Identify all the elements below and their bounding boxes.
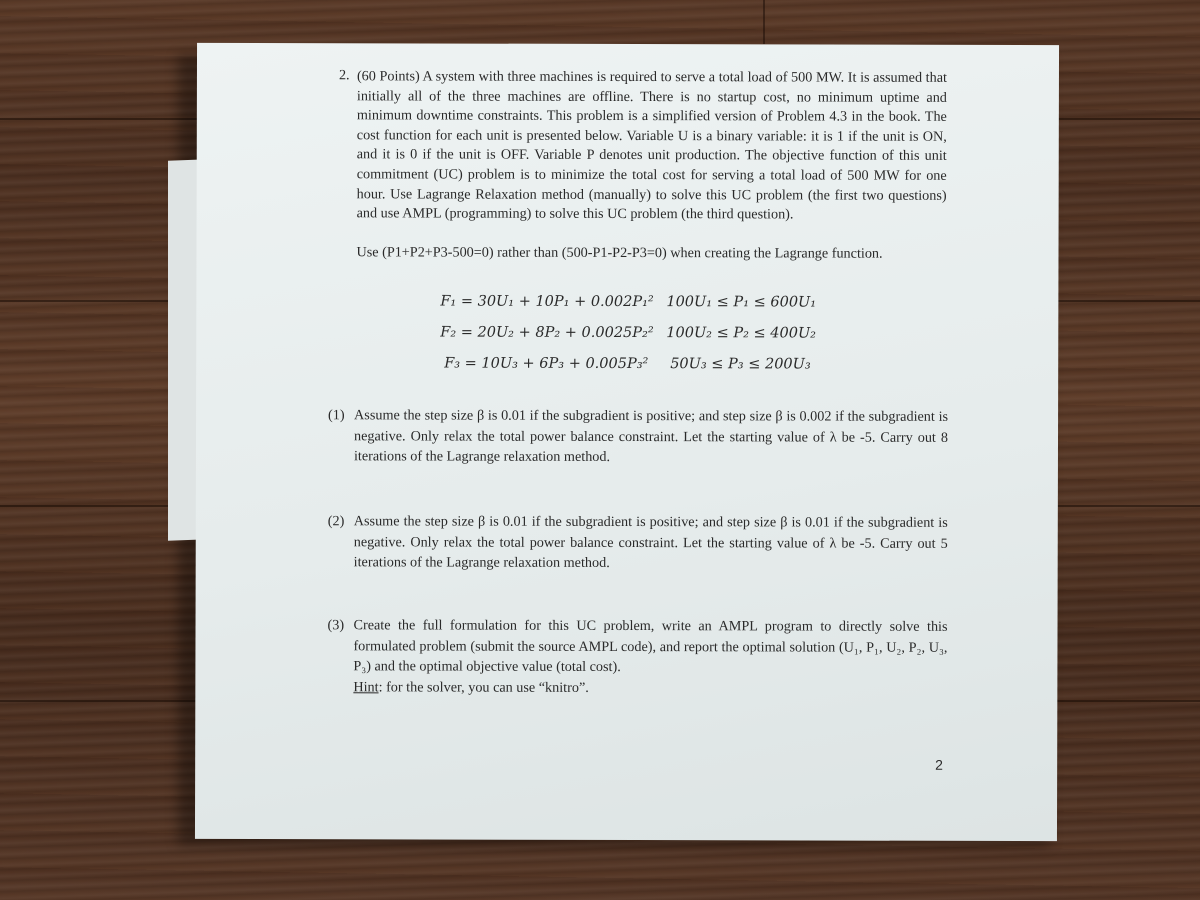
- table-board-vseam: [763, 0, 765, 44]
- limit-constraint-3: 50U₃ ≤ P₃ ≤ 200U₃: [670, 356, 811, 373]
- question-3: [327, 615, 947, 699]
- question-2-text: Assume the step size β is 0.01 if the subgradient is positive; and step size β is 0.01 if the subgradient is negative. Only relax the total power balance constraint. Let the starting value of λ be -5. Carry out 5 iterations of the Lagrange relaxation method.: [353, 513, 948, 571]
- limit-constraint-2: 100U₂ ≤ P₂ ≤ 400U₂: [666, 325, 817, 342]
- problem-number: 2.: [338, 67, 350, 84]
- cost-function-2: F₂ = 20U₂ + 8P₂ + 0.0025P₂²: [440, 324, 654, 342]
- question-2: [328, 511, 948, 574]
- hint-label: Hint: [353, 678, 379, 695]
- question-3-text: Create the full formulation for this UC problem, write an AMPL program to directly solve this formulated problem (submit the source AMPL code), and report the optimal solution (U₁, P₁, U₂, P₂, U₃, P₃) and the optimal objective value (total cost).: [353, 617, 948, 675]
- cost-function-3: F₃ = 10U₃ + 6P₃ + 0.005P₃²: [444, 355, 649, 373]
- paper-sheet: [195, 43, 1059, 841]
- question-1: [328, 405, 948, 468]
- question-1-text: Assume the step size β is 0.01 if the subgradient is positive; and step size β is 0.002 if the subgradient is negative. Only relax the total power balance constraint. Let the starting value of λ be -5. Carry out 8 iterations of the Lagrange relaxation method.: [353, 407, 949, 465]
- limit-constraint-1: 100U₁ ≤ P₁ ≤ 600U₁: [666, 294, 817, 311]
- question-2-number: (2): [327, 513, 345, 530]
- problem-intro: (60 Points) A system with three machines is required to serve a total load of 500 MW. It is assumed that initially all of the three machines are offline. There is no startup cost, no minimum uptime and minimum downtime constraints. This problem is a simplified version of Problem 4.3 in the book. The cost function for each unit is presented below. Variable U is a binary variable: it is 1 if the unit is ON, and it is 0 if the unit is OFF. Variable P denotes unit production. The objective function of this unit commitment (UC) problem is to minimize the total cost for serving a total load of 500 MW for one hour. Use Lagrange Relaxation method (manually) to solve this UC problem (the first two questions) and use AMPL (programming) to solve this UC problem (the third question).: [356, 68, 947, 223]
- hint-text: : for the solver, you can use “knitro”.: [378, 678, 589, 696]
- question-3-hint: [353, 677, 947, 699]
- question-3-number: (3): [327, 617, 345, 634]
- cost-function-1: F₁ = 30U₁ + 10P₁ + 0.002P₁²: [440, 293, 654, 311]
- question-1-number: (1): [328, 407, 345, 424]
- problem-note: Use (P1+P2+P3-500=0) rather than (500-P1-P2-P3=0) when creating the Lagrange function.: [356, 244, 883, 262]
- page-number: 2: [935, 756, 943, 773]
